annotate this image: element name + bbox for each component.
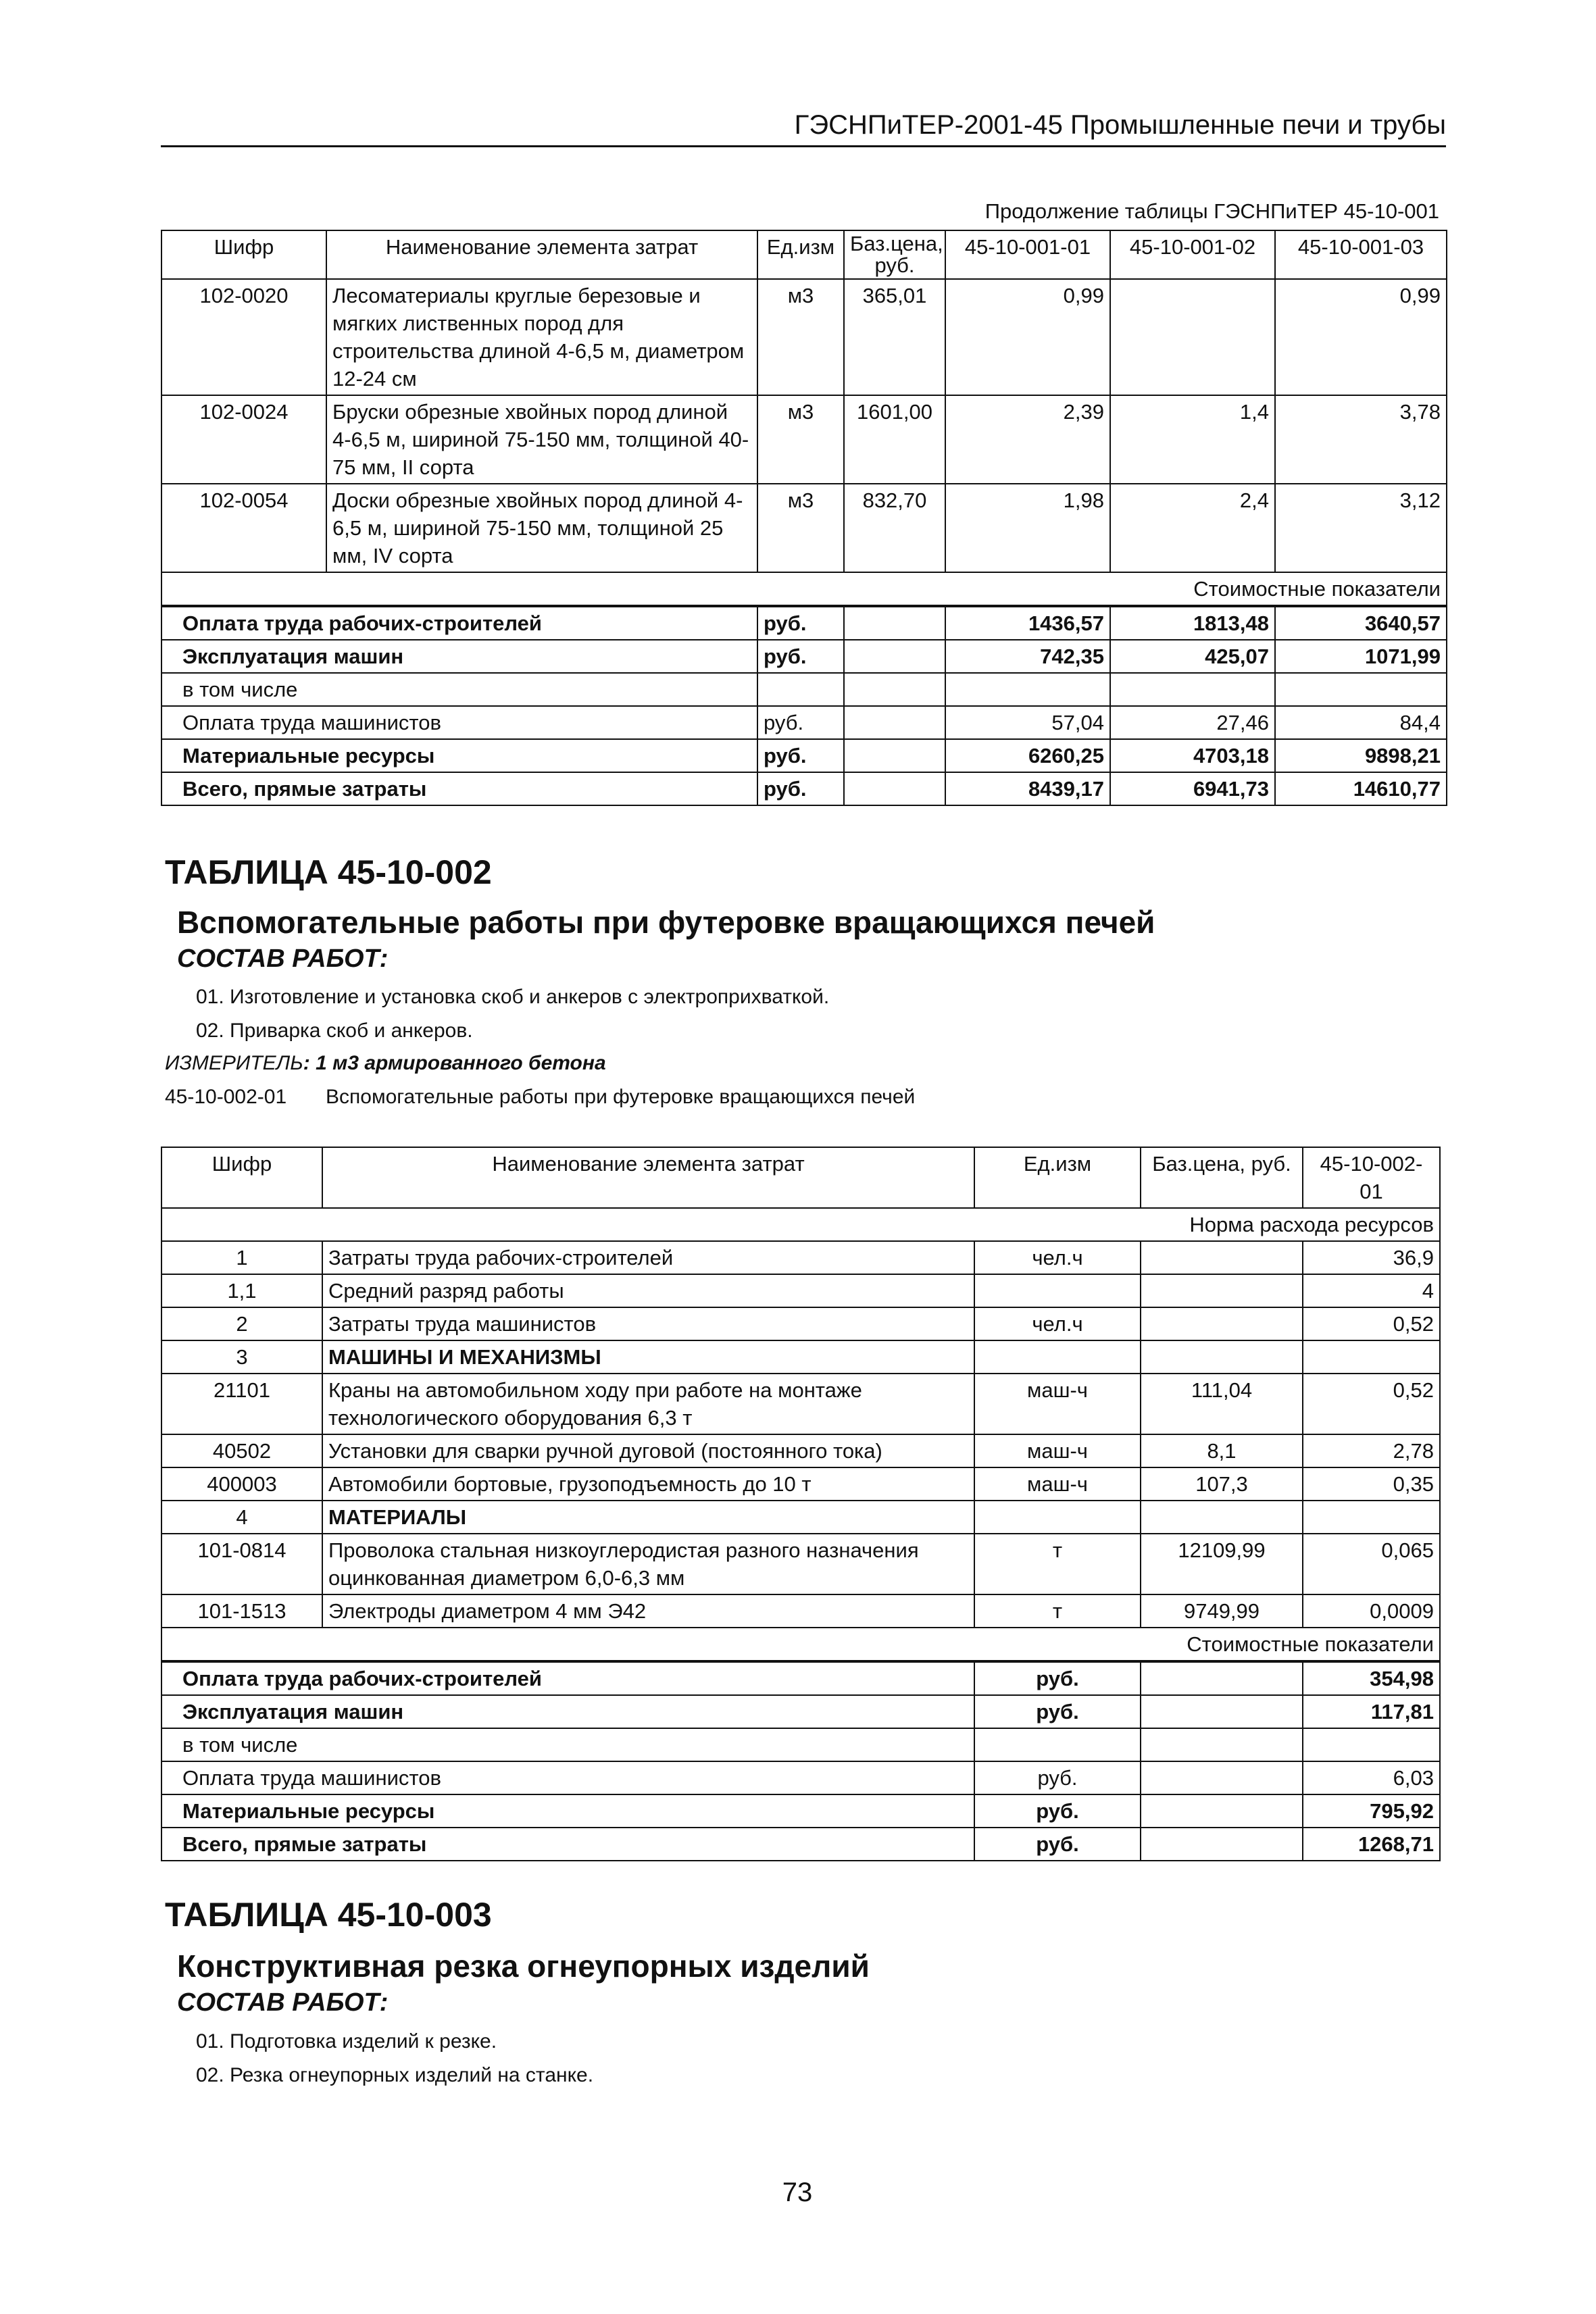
col-name: Наименование элемента затрат — [322, 1147, 974, 1208]
summary-row: Всего, прямые затраты руб. 8439,17 6941,73 14610,77 — [161, 772, 1447, 805]
table-row: 400003 Автомобили бортовые, грузоподъемность до 10 т маш-ч 107,3 0,35 — [161, 1467, 1440, 1501]
col-price: Баз.цена, руб. — [1141, 1147, 1303, 1208]
table-header-row — [161, 1147, 1440, 1208]
table-row: 4 МАТЕРИАЛЫ — [161, 1501, 1440, 1534]
work-item: 01. Подготовка изделий к резке. — [196, 2030, 497, 2053]
measure-label: ИЗМЕРИТЕЛЬ — [165, 1052, 303, 1074]
summary-row: Материальные ресурсы руб. 795,92 — [161, 1794, 1440, 1828]
col-45-10-001-01: 45-10-001-01 — [945, 230, 1110, 279]
summary-row: в том числе — [161, 1728, 1440, 1761]
col-code: Шифр — [161, 1147, 322, 1208]
table-row: 40502 Установки для сварки ручной дуговой (постоянного тока) маш-ч 8,1 2,78 — [161, 1434, 1440, 1467]
table-row: 2 Затраты труда машинистов чел.ч 0,52 — [161, 1307, 1440, 1340]
norm-header-row: Норма расхода ресурсов — [161, 1208, 1440, 1241]
composition-heading: СОСТАВ РАБОТ: — [177, 945, 389, 973]
running-header: ГЭСНПиТЕР-2001-45 Промышленные печи и трубы — [794, 110, 1446, 140]
col-unit: Ед.изм — [974, 1147, 1141, 1208]
summary-row: Эксплуатация машин руб. 117,81 — [161, 1695, 1440, 1728]
composition-heading: СОСТАВ РАБОТ: — [177, 1988, 389, 2017]
code-line — [165, 1086, 1381, 1109]
col-name: Наименование элемента затрат — [326, 230, 757, 279]
col-price: Баз.цена, руб. — [844, 230, 945, 279]
summary-row: Оплата труда машинистов руб. 57,04 27,46 84,4 — [161, 706, 1447, 739]
table-title-45-10-002: ТАБЛИЦА 45-10-002 — [165, 853, 492, 891]
table-header-row — [161, 230, 1447, 279]
summary-row: Эксплуатация машин руб. 742,35 425,07 1071,99 — [161, 640, 1447, 673]
table-row: 1,1 Средний разряд работы 4 — [161, 1274, 1440, 1307]
work-item: 02. Приварка скоб и анкеров. — [196, 1020, 473, 1042]
measure-value: : 1 м3 армированного бетона — [303, 1052, 606, 1074]
measure-line — [165, 1052, 606, 1075]
table-row: 101-0814 Проволока стальная низкоуглеродистая разного назначения оцинкованная диаметром 6,0-6,3 мм т 12109,99 0,065 — [161, 1534, 1440, 1594]
section-subtitle: Конструктивная резка огнеупорных изделий — [177, 1948, 870, 1984]
summary-row: Оплата труда рабочих-строителей руб. 1436,57 1813,48 3640,57 — [161, 606, 1447, 640]
table-row: 3 МАШИНЫ И МЕХАНИЗМЫ — [161, 1340, 1440, 1374]
table-row: 102-0054 Доски обрезные хвойных пород длиной 4-6,5 м, шириной 75-150 мм, толщиной 25 мм, IV сорта м3 832,70 1,98 2,4 3,12 — [161, 484, 1447, 572]
summary-row: в том числе — [161, 673, 1447, 706]
table-continuation-note: Продолжение таблицы ГЭСНПиТЕР 45-10-001 — [984, 199, 1439, 223]
table-row: 102-0024 Бруски обрезные хвойных пород длиной 4-6,5 м, шириной 75-150 мм, толщиной 40-75 мм, II сорта м3 1601,00 2,39 1,4 3,78 — [161, 395, 1447, 484]
code-line-code: 45-10-002-01 — [165, 1086, 287, 1108]
table-row: 21101 Краны на автомобильном ходу при работе на монтаже технологического оборудования 6,3 т маш-ч 111,04 0,52 — [161, 1374, 1440, 1434]
col-unit: Ед.изм — [757, 230, 844, 279]
col-45-10-002-01: 45-10-002-01 — [1303, 1147, 1440, 1208]
cost-indicators-row: Стоимостные показатели — [161, 1628, 1440, 1661]
work-item: 01. Изготовление и установка скоб и анкеров с электроприхваткой. — [196, 986, 830, 1008]
summary-row: Оплата труда рабочих-строителей руб. 354,98 — [161, 1661, 1440, 1695]
work-item: 02. Резка огнеупорных изделий на станке. — [196, 2064, 594, 2086]
summary-row: Материальные ресурсы руб. 6260,25 4703,18 9898,21 — [161, 739, 1447, 772]
table-row: 1 Затраты труда рабочих-строителей чел.ч 36,9 — [161, 1241, 1440, 1274]
cost-indicators-row: Стоимостные показатели — [161, 572, 1447, 606]
col-45-10-001-02: 45-10-001-02 — [1110, 230, 1275, 279]
col-code: Шифр — [161, 230, 326, 279]
table-row: 102-0020 Лесоматериалы круглые березовые и мягких лиственных пород для строительства длиной 4-6,5 м, диаметром 12-24 см м3 365,01 0,99 0,99 — [161, 279, 1447, 395]
table-row: 101-1513 Электроды диаметром 4 мм Э42 т 9749,99 0,0009 — [161, 1594, 1440, 1628]
summary-row: Всего, прямые затраты руб. 1268,71 — [161, 1828, 1440, 1861]
table-title-45-10-003: ТАБЛИЦА 45-10-003 — [165, 1896, 492, 1934]
section-subtitle: Вспомогательные работы при футеровке вращающихся печей — [177, 905, 1155, 940]
page-number: 73 — [782, 2178, 813, 2207]
header-rule — [161, 145, 1446, 147]
code-line-text: Вспомогательные работы при футеровке вращающихся печей — [326, 1086, 916, 1108]
col-45-10-001-03: 45-10-001-03 — [1275, 230, 1447, 279]
resource-table-45-10-002 — [161, 1147, 1441, 1861]
summary-row: Оплата труда машинистов руб. 6,03 — [161, 1761, 1440, 1794]
resource-table-45-10-001 — [161, 230, 1447, 806]
